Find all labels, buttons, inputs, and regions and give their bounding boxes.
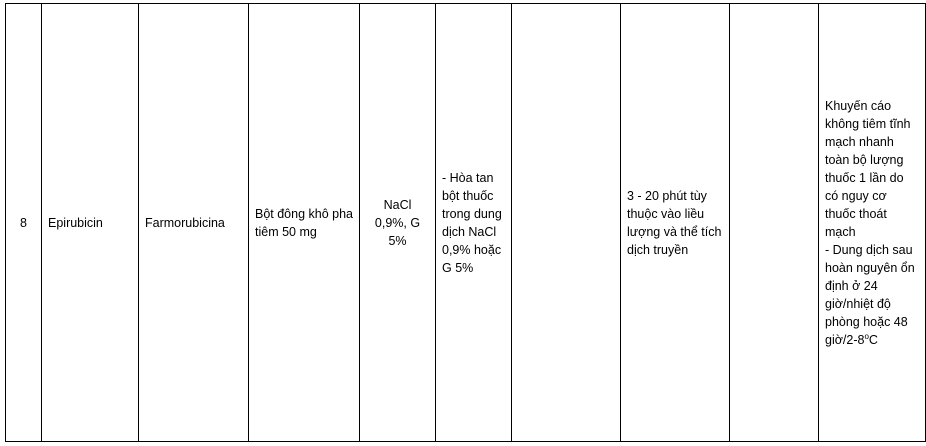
row-index-cell: 8 — [6, 4, 42, 442]
generic-name-cell: Epirubicin — [42, 4, 139, 442]
brand-name-cell: Farmorubicina — [139, 4, 249, 442]
empty-cell-7 — [512, 4, 621, 442]
dosage-form-cell: Bột đông khô pha tiêm 50 mg — [249, 4, 360, 442]
notes-unit: C — [868, 332, 878, 347]
table-row — [6, 4, 926, 442]
drug-table — [5, 3, 926, 442]
infusion-time-cell: 3 - 20 phút tùy thuộc vào liều lượng và thể tích dịch truyền — [621, 4, 730, 442]
degree-symbol: o — [864, 331, 869, 341]
preparation-cell: - Hòa tan bột thuốc trong dung dịch NaCl 0,9% hoặc G 5% — [436, 4, 512, 442]
diluent-cell: NaCl 0,9%, G 5% — [360, 4, 436, 442]
empty-cell-9 — [730, 4, 819, 442]
notes-cell — [819, 4, 926, 442]
notes-text: Khuyến cáo không tiêm tĩnh mạch nhanh toàn bộ lượng thuốc 1 lần do có nguy cơ thuốc thoát mạch - Dung dịch sau hoàn nguyên ổn định ở 24 giờ/nhiệt độ phòng hoặc 48 giờ/2-8 — [825, 98, 915, 347]
